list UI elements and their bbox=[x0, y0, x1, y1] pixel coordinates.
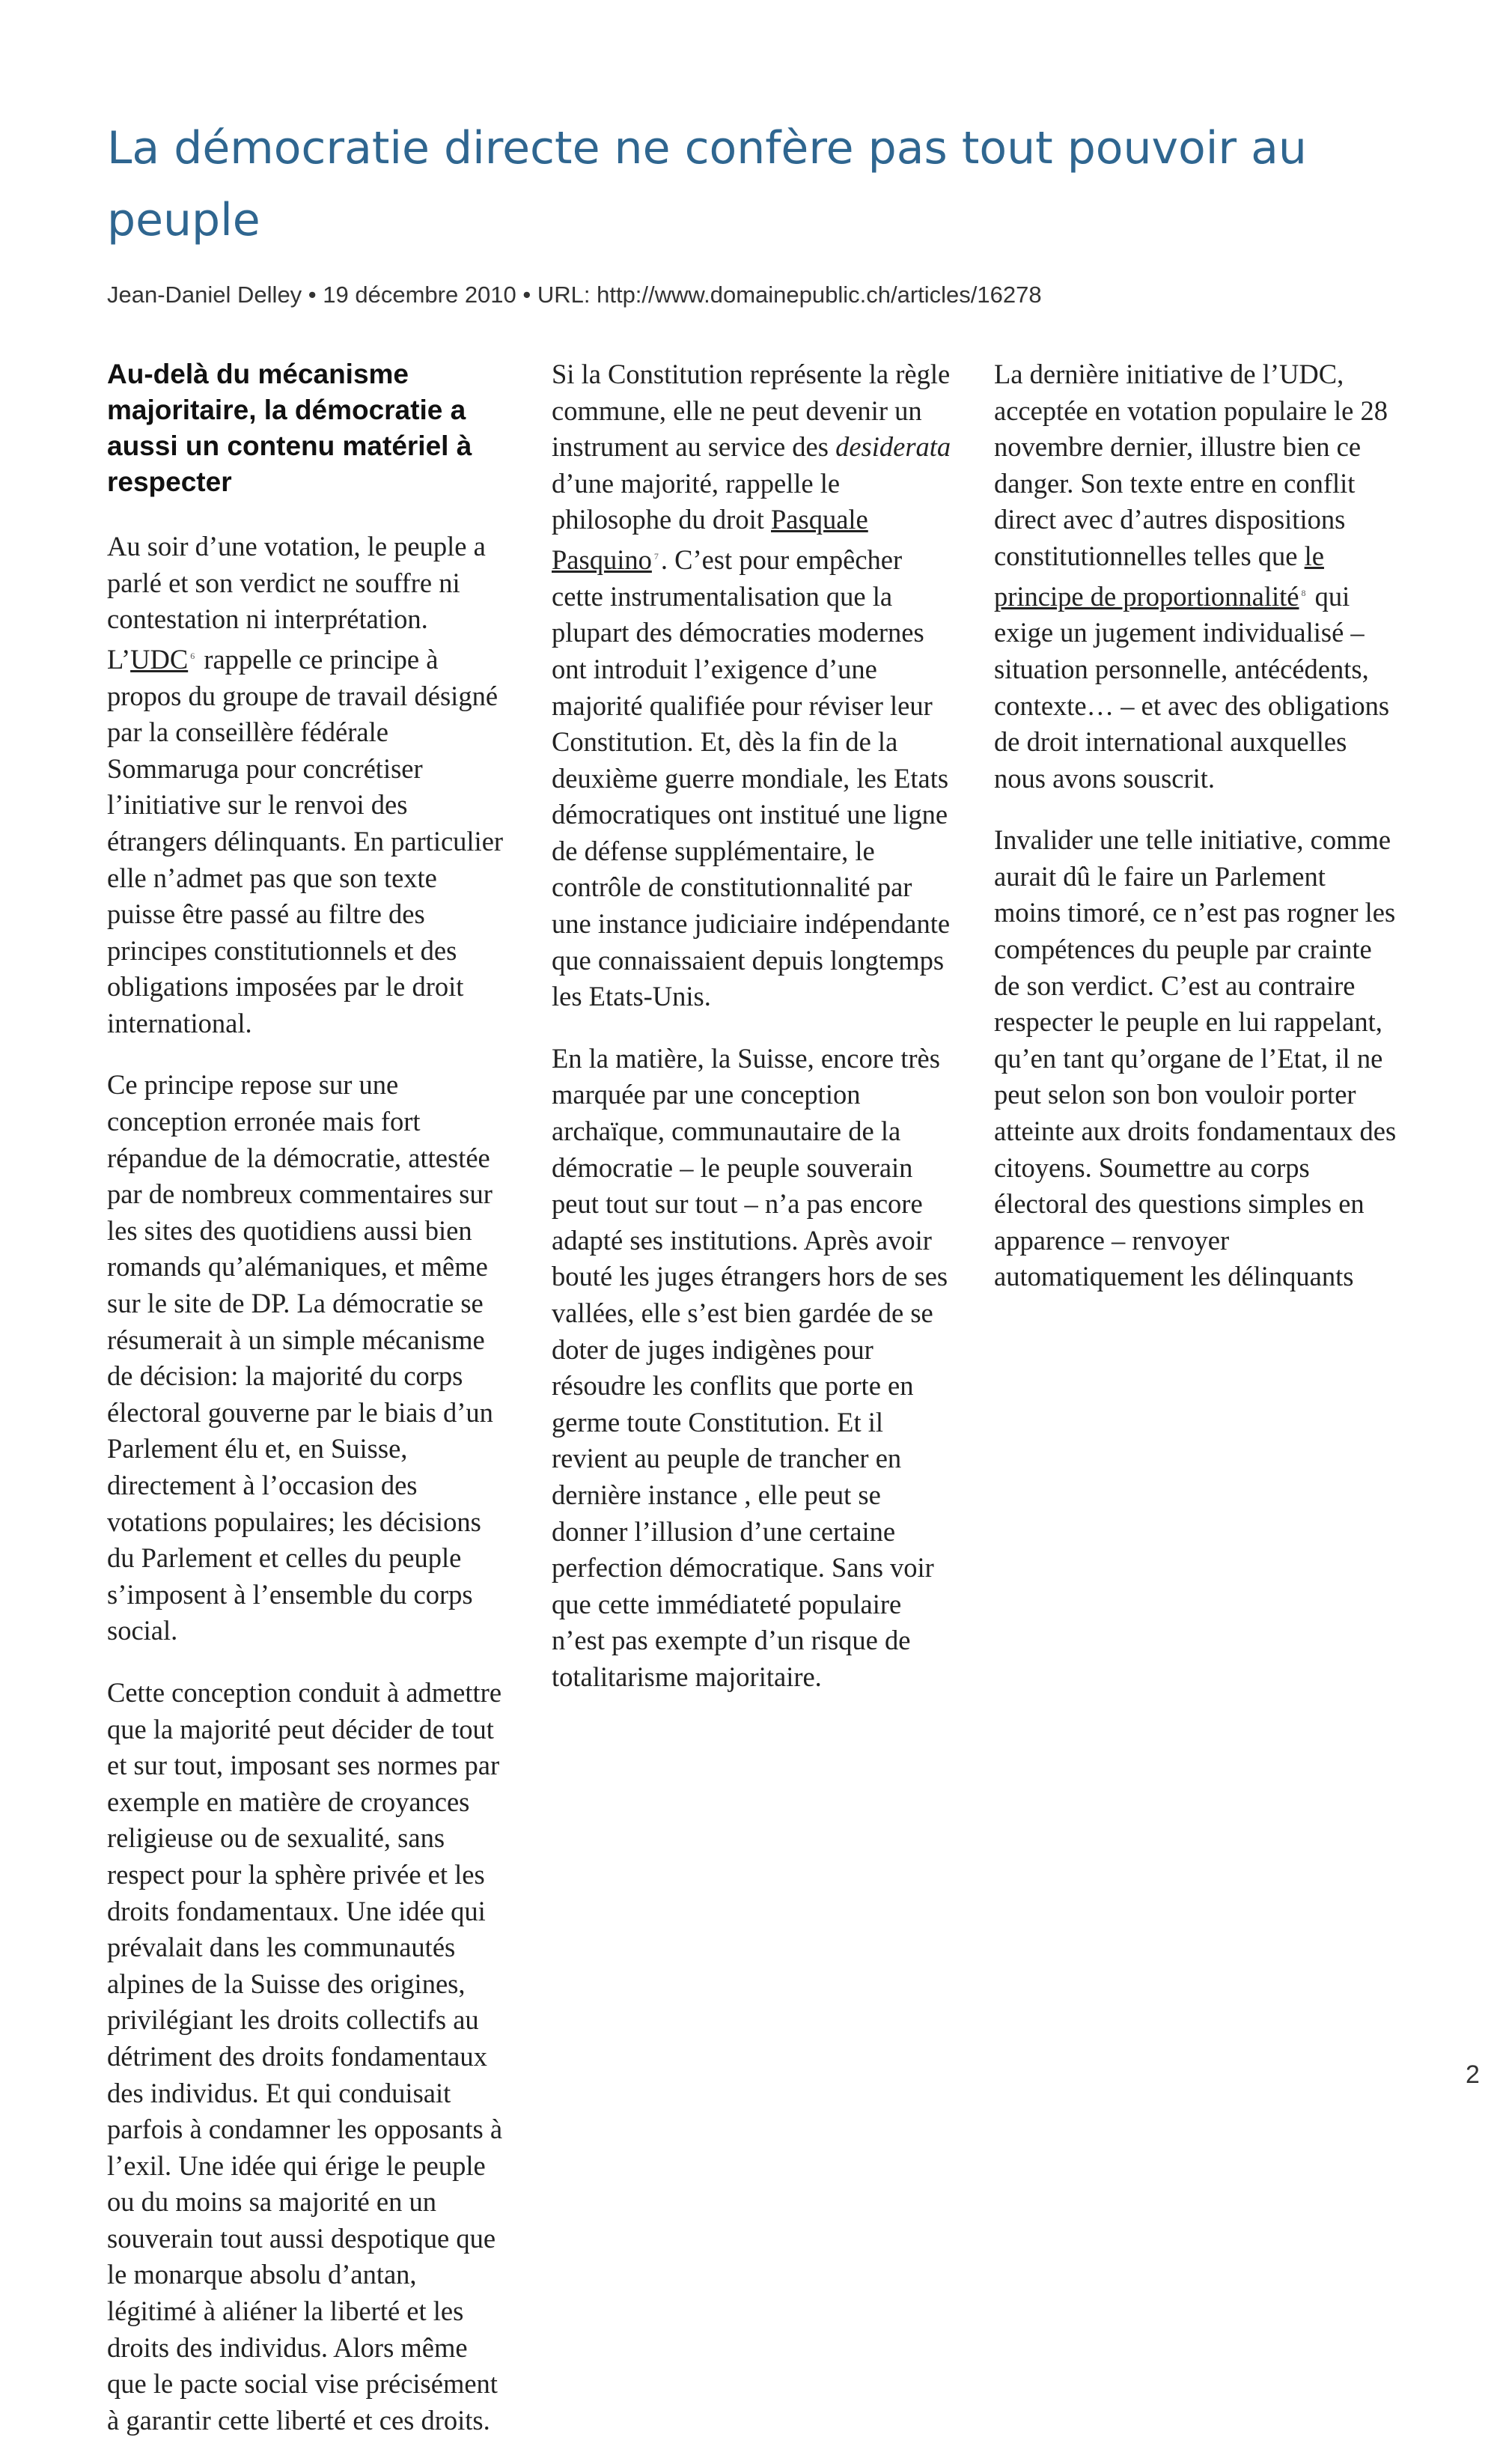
paragraph-4 bbox=[552, 356, 956, 1015]
article-title: La démocratie directe ne confère pas tout pouvoir au peuple bbox=[107, 122, 1307, 246]
desiderata-emphasis: desiderata bbox=[835, 431, 951, 463]
article-subhead: Au-delà du mécanisme majoritaire, la démocratie a aussi un contenu matériel à respecter bbox=[107, 359, 472, 497]
paragraph-1-text-b: rappelle ce principe à propos du groupe de travail désigné par la conseillère fédérale Sommaruga pour concrétiser l’initiative sur le renvoi des étrangers délinquants. En particulier elle n’admet pas que son texte puisse être passé au filtre des principes constitutionnels et des obligations imposées par le droit international. bbox=[107, 643, 504, 1038]
paragraph-2: Ce principe repose sur une conception erronée mais fort répandue de la démocratie, attestée par de nombreux commentaires sur les sites des quotidiens aussi bien romands qu’alémaniques, et même sur le site de DP. La démocratie se résumerait à un simple mécanisme de décision: la majorité du corps électoral gouverne par le biais d’un Parlement élu et, en Suisse, directement à l’occasion des votations populaires; les décisions du Parlement et celles du peuple s’imposent à l’ensemble du corps social. bbox=[107, 1069, 493, 1646]
proportionnalite-link[interactable]: le principe de proportionnalité bbox=[994, 540, 1324, 612]
pasquino-link[interactable]: Pasquale Pasquino bbox=[552, 504, 868, 576]
paragraph-3: Cette conception conduit à admettre que la majorité peut décider de tout et sur tout, imposant ses normes par exemple en matière de croyances religieuse ou de sexualité, sans respect pour la sphère privée et les droits fondamentaux. Une idée qui prévalait dans les communautés alpines de la Suisse des origines, privilégiant les droits collectifs au détriment des droits fondamentaux des individus. Et qui conduisait parfois à condamner les opposants à l’exil. Une idée qui érige le peuple ou du moins sa majorité en un souverain tout aussi despotique que le monarque absolu d’antan, légitimé à aliéner la liberté et les droits des individus. Alors même que le pacte social vise précisément à garantir cette liberté et ces droits. bbox=[107, 1676, 503, 2436]
article-byline: Jean-Daniel Delley • 19 décembre 2010 • URL: http://www.domainepublic.ch/articles/16278 bbox=[107, 282, 1042, 308]
paragraph-4-text-c: . C’est pour empêcher cette instrumentalisation que la plupart des démocraties modernes ont introduit l’exigence d’une majorité qualifiée pour réviser leur Constitution. Et, dès la fin de la deuxième guerre mondiale, les Etats démocratiques ont institué une ligne de défense supplémentaire, le contrôle de constitutionnalité par une instance judiciaire indépendante que connaissaient depuis longtemps les Etats-Unis. bbox=[552, 544, 951, 1012]
footnote-ref-7[interactable]: 7 bbox=[653, 550, 659, 562]
paragraph-7: Invalider une telle initiative, comme aurait dû le faire un Parlement moins timoré, ce n’est pas rogner les compétences du peuple par crainte de son verdict. C’est au contraire respecter le peuple en lui rappelant, qu’en tant qu’organe de l’Etat, il ne peut selon son bon vouloir porter atteinte aux droits fondamentaux des citoyens. Soumettre au corps électoral des questions simples en apparence – renvoyer automatiquement les délinquants bbox=[994, 824, 1397, 1292]
text-column-1 bbox=[107, 356, 511, 2464]
paragraph-6 bbox=[994, 356, 1398, 797]
footnote-ref-6[interactable]: 6 bbox=[190, 650, 195, 661]
paragraph-4-text-b: d’une majorité, rappelle le philosophe du droit bbox=[552, 467, 841, 535]
paragraph-5: En la matière, la Suisse, encore très marquée par une conception archaïque, communautaire de la démocratie – le peuple souverain peut tout sur tout – n’a pas encore adapté ses institutions. Après avoir bouté les juges étrangers hors de ses vallées, elle s’est bien gardée de se doter de juges indigènes pour résoudre les conflits que porte en germe toute Constitution. Et il revient au peuple de trancher en dernière instance , elle peut se donner l’illusion d’une certaine perfection démocratique. Sans voir que cette immédiateté populaire n’est pas exempte d’un risque de totalitarisme majoritaire. bbox=[552, 1042, 948, 1692]
paragraph-6-text-a: La dernière initiative de l’UDC, acceptée en votation populaire le 28 novembre dernier, illustre bien ce danger. Son texte entre en conflit direct avec d’autres dispositions constitutionnelles telles que bbox=[994, 359, 1388, 571]
paragraph-4-text-a: Si la Constitution représente la règle commune, elle ne peut devenir un instrument au service des bbox=[552, 359, 951, 463]
text-column-2 bbox=[552, 356, 956, 1721]
text-column-3 bbox=[994, 356, 1398, 1321]
paragraph-1-text-a: Au soir d’une votation, le peuple a parlé et son verdict ne souffre ni contestation ni interprétation. L’ bbox=[107, 531, 486, 675]
footnote-ref-8[interactable]: 8 bbox=[1301, 587, 1306, 598]
udc-link[interactable]: UDC bbox=[130, 643, 189, 675]
paragraph-6-text-b: qui exige un jugement individualisé – situation personnelle, antécédents, contexte… – et avec des obligations de droit international auxquelles nous avons souscrit. bbox=[994, 580, 1390, 794]
page-number: 2 bbox=[1466, 2060, 1480, 2089]
paragraph-1 bbox=[107, 529, 511, 1041]
